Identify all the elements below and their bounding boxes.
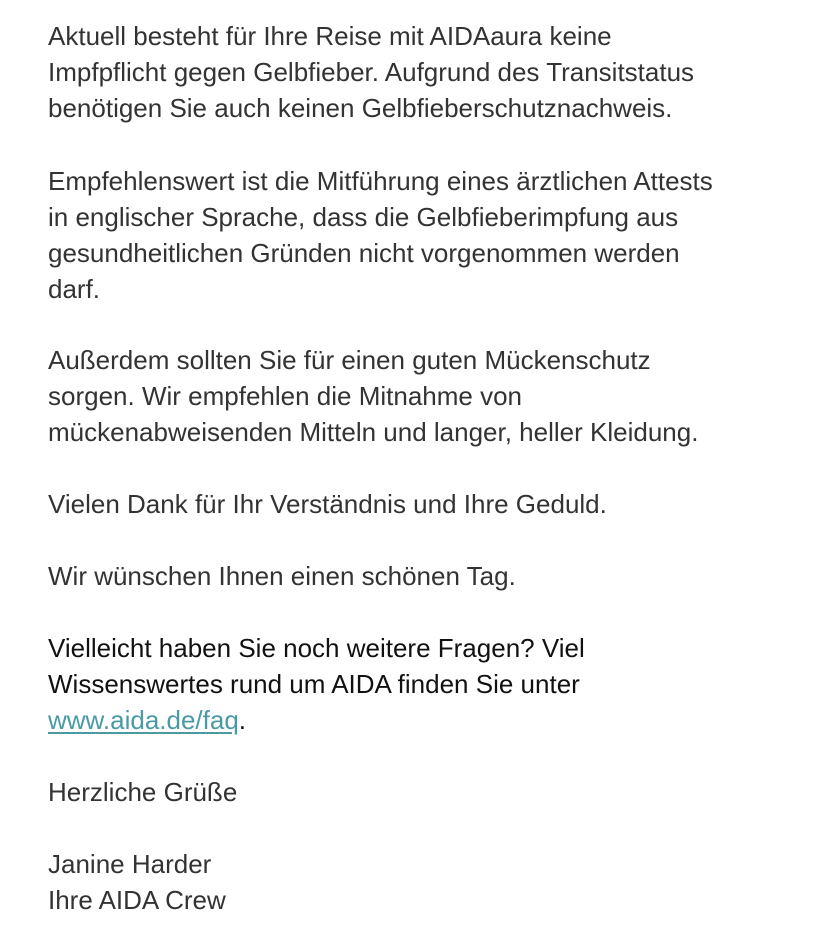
text-line: gesundheitlichen Gründen nicht vorgenommen werden [48,238,680,268]
text-line: Außerdem sollten Sie für einen guten Mückenschutz [48,345,651,375]
closing-text: Herzliche Grüße [48,777,238,807]
text-line: Impfpflicht gegen Gelbfieber. Aufgrund des Transitstatus [48,57,695,87]
text-line: sorgen. Wir empfehlen die Mitnahme von [48,381,523,411]
text-line: darf. [48,274,101,304]
text-line: Vielleicht haben Sie noch weitere Fragen? Viel [48,633,585,663]
faq-link[interactable]: www.aida.de/faq [48,705,239,735]
paragraph-medical-certificate [48,163,713,307]
signature-name: Janine Harder [48,849,212,879]
signature [48,846,226,918]
text-line: mückenabweisenden Mitteln und langer, heller Kleidung. [48,417,699,447]
text-line: in englischer Sprache, dass die Gelbfieberimpfung aus [48,202,679,232]
text-line: Empfehlenswert ist die Mitführung eines ärztlichen Attests [48,166,713,196]
paragraph-faq [48,630,585,738]
paragraph-wishes [48,558,516,594]
text-line: Aktuell besteht für Ihre Reise mit AIDAaura keine [48,21,612,51]
text-line: Wissenswertes rund um AIDA finden Sie unter [48,669,580,699]
paragraph-closing [48,774,237,810]
link-trailing-period: . [238,705,247,735]
faq-link-line [48,702,585,738]
text-line: Vielen Dank für Ihr Verständnis und Ihre Geduld. [48,489,607,519]
paragraph-thanks [48,486,607,522]
text-line: benötigen Sie auch keinen Gelbfieberschutznachweis. [48,93,673,123]
text-line: Wir wünschen Ihnen einen schönen Tag. [48,561,516,591]
paragraph-mosquito-protection [48,342,698,450]
paragraph-vaccination-info [48,18,694,126]
signature-team: Ihre AIDA Crew [48,885,226,915]
